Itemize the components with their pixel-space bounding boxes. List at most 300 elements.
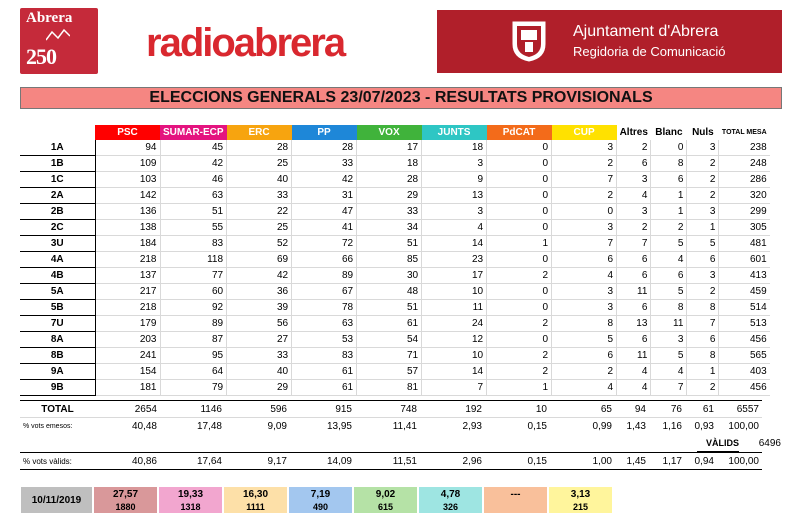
total-cell: 748 [355, 401, 420, 418]
mesa-label: 8B [20, 348, 95, 364]
table-cell: 2 [487, 316, 552, 332]
table-row [20, 268, 770, 284]
table-cell: 238 [719, 140, 770, 156]
table-cell: 1 [687, 220, 719, 236]
table-cell: 218 [95, 252, 160, 268]
column-header: ERC [227, 125, 292, 140]
table-cell: 0 [487, 284, 552, 300]
table-cell: 514 [719, 300, 770, 316]
previous-result-cell [483, 486, 548, 514]
table-cell: 456 [719, 380, 770, 396]
table-cell: 2 [552, 364, 617, 380]
total-cell: 192 [420, 401, 485, 418]
table-cell: 89 [160, 316, 227, 332]
total-cell: 6557 [717, 401, 762, 418]
table-row [20, 300, 770, 316]
column-header: PSC [95, 125, 160, 140]
table-cell: 241 [95, 348, 160, 364]
table-cell: 565 [719, 348, 770, 364]
table-cell: 28 [227, 140, 292, 156]
table-cell: 6 [617, 268, 651, 284]
table-cell: 138 [95, 220, 160, 236]
pct_emesos-cell: 0,99 [592, 420, 612, 432]
column-header: SUMAR-ECP [160, 125, 227, 140]
table-cell: 103 [95, 172, 160, 188]
previous-result-pct: --- [510, 489, 521, 500]
table-cell: 39 [227, 300, 292, 316]
table-cell: 0 [487, 252, 552, 268]
total-cell: 1146 [160, 401, 225, 418]
total-cell: 76 [649, 401, 685, 418]
table-cell: 48 [357, 284, 422, 300]
table-cell: 403 [719, 364, 770, 380]
table-cell: 4 [651, 364, 687, 380]
pct-valids-table [20, 452, 762, 470]
table-header-row [20, 125, 770, 140]
table-cell: 0 [487, 188, 552, 204]
total-cell: 915 [290, 401, 355, 418]
table-cell: 11 [617, 284, 651, 300]
pct_valids-cell: 0,94 [685, 453, 717, 470]
table-cell: 83 [292, 348, 357, 364]
table-cell: 5 [651, 236, 687, 252]
table-cell: 18 [357, 156, 422, 172]
table-row [20, 332, 770, 348]
total-cell: 10 [485, 401, 550, 418]
table-cell: 28 [292, 140, 357, 156]
table-cell: 2 [651, 220, 687, 236]
table-cell: 36 [227, 284, 292, 300]
previous-result-pct: 7,19 [310, 489, 331, 500]
table-cell: 72 [292, 236, 357, 252]
results-body [20, 140, 770, 396]
table-cell: 63 [292, 316, 357, 332]
table-row [20, 204, 770, 220]
table-cell: 79 [160, 380, 227, 396]
table-cell: 513 [719, 316, 770, 332]
table-cell: 94 [95, 140, 160, 156]
mesa-label: 3U [20, 236, 95, 252]
table-cell: 7 [552, 236, 617, 252]
table-cell: 83 [160, 236, 227, 252]
table-cell: 601 [719, 252, 770, 268]
pct_emesos-cell: 11,41 [392, 420, 417, 432]
table-row [20, 364, 770, 380]
table-cell: 31 [292, 188, 357, 204]
table-cell: 47 [292, 204, 357, 220]
results-table [20, 125, 770, 396]
total-label: TOTAL [20, 401, 95, 418]
table-cell: 248 [719, 156, 770, 172]
previous-result-cell [353, 486, 418, 514]
table-cell: 2 [617, 140, 651, 156]
table-cell: 23 [422, 252, 487, 268]
previous-result-cell [158, 486, 223, 514]
table-cell: 7 [422, 380, 487, 396]
table-cell: 5 [651, 284, 687, 300]
logo-250-number: 250 [26, 44, 56, 69]
table-cell: 77 [160, 268, 227, 284]
table-cell: 7 [651, 380, 687, 396]
table-cell: 118 [160, 252, 227, 268]
table-cell: 0 [487, 300, 552, 316]
table-row [20, 156, 770, 172]
ajuntament-title: Ajuntament d'Abrera [573, 23, 719, 40]
previous-result-pct: 9,02 [375, 489, 396, 500]
table-cell: 3 [687, 204, 719, 220]
table-cell: 4 [422, 220, 487, 236]
table-cell: 51 [160, 204, 227, 220]
pct_valids-cell: 11,51 [355, 453, 420, 470]
table-cell: 51 [357, 300, 422, 316]
table-cell: 25 [227, 156, 292, 172]
table-cell: 3 [422, 156, 487, 172]
page-title: ELECCIONS GENERALS 23/07/2023 - RESULTATS PROVISIONALS [20, 87, 782, 109]
table-cell: 69 [227, 252, 292, 268]
table-cell: 8 [552, 316, 617, 332]
pct-valids-label: % vots vàlids: [20, 453, 95, 470]
table-cell: 2 [687, 284, 719, 300]
column-header: Blanc [651, 125, 687, 140]
pct_emesos-cell: 2,93 [462, 420, 482, 432]
logo-decoration-icon [46, 28, 70, 42]
table-cell: 8 [687, 300, 719, 316]
table-cell: 5 [687, 236, 719, 252]
table-cell: 203 [95, 332, 160, 348]
pct_valids-cell: 2,96 [420, 453, 485, 470]
table-cell: 42 [160, 156, 227, 172]
table-cell: 95 [160, 348, 227, 364]
table-cell: 63 [160, 188, 227, 204]
table-cell: 456 [719, 332, 770, 348]
table-cell: 0 [552, 204, 617, 220]
total-cell: 65 [550, 401, 615, 418]
total-row [20, 401, 762, 418]
table-cell: 61 [357, 316, 422, 332]
table-cell: 1 [651, 204, 687, 220]
previous-result-votes: 490 [312, 502, 329, 512]
table-cell: 12 [422, 332, 487, 348]
table-cell: 46 [160, 172, 227, 188]
column-header: JUNTS [422, 125, 487, 140]
table-cell: 29 [227, 380, 292, 396]
table-cell: 5 [651, 348, 687, 364]
table-cell: 1 [487, 236, 552, 252]
table-cell: 11 [651, 316, 687, 332]
table-cell: 286 [719, 172, 770, 188]
table-cell: 0 [651, 140, 687, 156]
table-cell: 40 [227, 172, 292, 188]
previous-result-cell [418, 486, 483, 514]
pct-emesos-row [20, 418, 762, 435]
table-cell: 64 [160, 364, 227, 380]
table-cell: 67 [292, 284, 357, 300]
previous-result-votes: 215 [572, 502, 589, 512]
table-cell: 3 [687, 140, 719, 156]
coat-of-arms-icon [511, 20, 547, 62]
table-cell: 71 [357, 348, 422, 364]
table-cell: 218 [95, 300, 160, 316]
table-row [20, 188, 770, 204]
table-cell: 92 [160, 300, 227, 316]
table-row [20, 220, 770, 236]
table-cell: 13 [422, 188, 487, 204]
table-cell: 4 [617, 188, 651, 204]
total-cell: 2654 [95, 401, 160, 418]
table-cell: 2 [487, 268, 552, 284]
table-cell: 8 [651, 156, 687, 172]
table-cell: 3 [552, 300, 617, 316]
table-cell: 3 [552, 284, 617, 300]
pct_valids-cell: 9,17 [225, 453, 290, 470]
table-cell: 3 [422, 204, 487, 220]
table-cell: 28 [357, 172, 422, 188]
table-cell: 6 [552, 252, 617, 268]
table-cell: 3 [617, 172, 651, 188]
table-cell: 33 [292, 156, 357, 172]
table-cell: 6 [617, 332, 651, 348]
table-cell: 13 [617, 316, 651, 332]
table-cell: 8 [651, 300, 687, 316]
table-row [20, 284, 770, 300]
table-cell: 0 [487, 220, 552, 236]
table-cell: 459 [719, 284, 770, 300]
mesa-label: 4A [20, 252, 95, 268]
pct_valids-cell: 0,15 [485, 453, 550, 470]
table-cell: 2 [487, 348, 552, 364]
column-header: CUP [552, 125, 617, 140]
mesa-label: 9B [20, 380, 95, 396]
table-cell: 4 [552, 268, 617, 284]
table-cell: 2 [487, 364, 552, 380]
table-cell: 2 [687, 380, 719, 396]
table-cell: 3 [552, 140, 617, 156]
table-cell: 27 [227, 332, 292, 348]
table-cell: 66 [292, 252, 357, 268]
table-cell: 11 [617, 348, 651, 364]
total-cell: 94 [615, 401, 649, 418]
previous-result-pct: 27,57 [112, 489, 139, 500]
table-row [20, 172, 770, 188]
total-cell: 596 [225, 401, 290, 418]
radio-abrera-logo [146, 20, 344, 66]
mesa-label: 2B [20, 204, 95, 220]
pct_valids-cell: 14,09 [290, 453, 355, 470]
mesa-label: 8A [20, 332, 95, 348]
previous-result-cell [548, 486, 613, 514]
table-cell: 8 [687, 348, 719, 364]
table-cell: 2 [617, 220, 651, 236]
table-cell: 7 [617, 236, 651, 252]
table-cell: 10 [422, 284, 487, 300]
table-cell: 6 [687, 332, 719, 348]
table-cell: 81 [357, 380, 422, 396]
column-header: PP [292, 125, 357, 140]
previous-result-cell [93, 486, 158, 514]
table-cell: 2 [552, 188, 617, 204]
previous-result-votes: 1111 [246, 502, 265, 512]
pct-valids-row [20, 453, 762, 470]
column-header: VOX [357, 125, 422, 140]
table-cell: 3 [651, 332, 687, 348]
pct_emesos-cell: 100,00 [728, 420, 759, 432]
table-cell: 18 [422, 140, 487, 156]
pct_emesos-cell: 0,15 [527, 420, 547, 432]
table-row [20, 252, 770, 268]
table-cell: 1 [651, 188, 687, 204]
table-cell: 3 [617, 204, 651, 220]
table-row [20, 348, 770, 364]
table-cell: 0 [487, 140, 552, 156]
table-cell: 42 [292, 172, 357, 188]
table-cell: 0 [487, 172, 552, 188]
table-cell: 30 [357, 268, 422, 284]
mesa-label: 5B [20, 300, 95, 316]
mesa-label: 2A [20, 188, 95, 204]
table-cell: 56 [227, 316, 292, 332]
table-cell: 57 [357, 364, 422, 380]
table-cell: 87 [160, 332, 227, 348]
table-cell: 184 [95, 236, 160, 252]
table-cell: 0 [487, 204, 552, 220]
table-cell: 53 [292, 332, 357, 348]
pct_valids-cell: 1,00 [550, 453, 615, 470]
table-cell: 33 [357, 204, 422, 220]
table-cell: 1 [487, 380, 552, 396]
table-cell: 181 [95, 380, 160, 396]
table-cell: 17 [357, 140, 422, 156]
table-cell: 14 [422, 236, 487, 252]
mesa-label: 1A [20, 140, 95, 156]
header [0, 0, 800, 78]
pct_emesos-cell: 1,43 [626, 420, 646, 432]
column-header-mesa [20, 125, 95, 140]
table-cell: 6 [651, 172, 687, 188]
table-cell: 7 [687, 316, 719, 332]
pct_emesos-cell: 0,93 [694, 420, 714, 432]
table-cell: 60 [160, 284, 227, 300]
table-cell: 40 [227, 364, 292, 380]
column-header: PdCAT [487, 125, 552, 140]
table-cell: 0 [487, 156, 552, 172]
ajuntament-banner [437, 10, 782, 73]
mesa-label: 2C [20, 220, 95, 236]
pct_valids-cell: 40,86 [95, 453, 160, 470]
previous-result-votes: 1318 [180, 502, 201, 512]
table-row [20, 236, 770, 252]
mesa-label: 1C [20, 172, 95, 188]
table-cell: 3 [552, 220, 617, 236]
pct_valids-cell: 1,45 [615, 453, 649, 470]
table-cell: 51 [357, 236, 422, 252]
table-cell: 320 [719, 188, 770, 204]
table-cell: 25 [227, 220, 292, 236]
previous-result-cell [223, 486, 288, 514]
table-row [20, 380, 770, 396]
table-cell: 6 [687, 252, 719, 268]
logo-250-word: Abrera [26, 10, 73, 26]
previous-election-row [20, 486, 613, 514]
previous-result-pct: 19,33 [177, 489, 204, 500]
table-cell: 22 [227, 204, 292, 220]
mesa-label: 4B [20, 268, 95, 284]
table-cell: 137 [95, 268, 160, 284]
previous-result-cell [288, 486, 353, 514]
table-cell: 33 [227, 348, 292, 364]
table-cell: 299 [719, 204, 770, 220]
table-cell: 2 [687, 156, 719, 172]
mesa-label: 7U [20, 316, 95, 332]
previous-result-pct: 16,30 [242, 489, 269, 500]
table-cell: 4 [651, 252, 687, 268]
column-header: Nuls [687, 125, 719, 140]
table-cell: 6 [552, 348, 617, 364]
table-cell: 85 [357, 252, 422, 268]
table-cell: 413 [719, 268, 770, 284]
previous-result-votes: 615 [377, 502, 394, 512]
pct-emesos-label: % vots emesos: [23, 422, 73, 430]
table-row [20, 316, 770, 332]
pct_valids-cell: 100,00 [717, 453, 762, 470]
column-header: TOTAL MESA [719, 125, 770, 140]
table-cell: 24 [422, 316, 487, 332]
table-cell: 4 [552, 380, 617, 396]
table-cell: 4 [617, 364, 651, 380]
table-row [20, 140, 770, 156]
table-cell: 136 [95, 204, 160, 220]
table-cell: 52 [227, 236, 292, 252]
pct_emesos-cell: 9,09 [267, 420, 287, 432]
table-cell: 11 [422, 300, 487, 316]
pct_valids-cell: 17,64 [160, 453, 225, 470]
pct_emesos-cell: 13,95 [326, 420, 352, 432]
mesa-label: 5A [20, 284, 95, 300]
totals-table [20, 400, 762, 435]
ajuntament-subtitle: Regidoria de Comunicació [573, 44, 726, 59]
pct_valids-cell: 1,17 [649, 453, 685, 470]
table-cell: 481 [719, 236, 770, 252]
previous-result-votes: 1880 [115, 502, 136, 512]
table-cell: 6 [617, 252, 651, 268]
table-cell: 61 [292, 364, 357, 380]
pct_emesos-cell: 1,16 [662, 420, 682, 432]
table-cell: 2 [687, 172, 719, 188]
table-cell: 55 [160, 220, 227, 236]
pct_emesos-cell: 17,48 [196, 420, 222, 432]
table-cell: 10 [422, 348, 487, 364]
table-cell: 217 [95, 284, 160, 300]
table-cell: 89 [292, 268, 357, 284]
table-cell: 41 [292, 220, 357, 236]
previous-result-pct: 4,78 [440, 489, 461, 500]
previous-election-date: 10/11/2019 [20, 486, 93, 514]
table-cell: 179 [95, 316, 160, 332]
table-cell: 2 [552, 156, 617, 172]
table-cell: 17 [422, 268, 487, 284]
table-cell: 4 [617, 380, 651, 396]
table-cell: 34 [357, 220, 422, 236]
table-cell: 61 [292, 380, 357, 396]
valid-votes-label: VÀLIDS [697, 438, 739, 452]
table-cell: 54 [357, 332, 422, 348]
mesa-label: 9A [20, 364, 95, 380]
table-cell: 9 [422, 172, 487, 188]
table-cell: 6 [617, 156, 651, 172]
table-cell: 7 [552, 172, 617, 188]
table-cell: 29 [357, 188, 422, 204]
table-cell: 33 [227, 188, 292, 204]
table-cell: 42 [227, 268, 292, 284]
